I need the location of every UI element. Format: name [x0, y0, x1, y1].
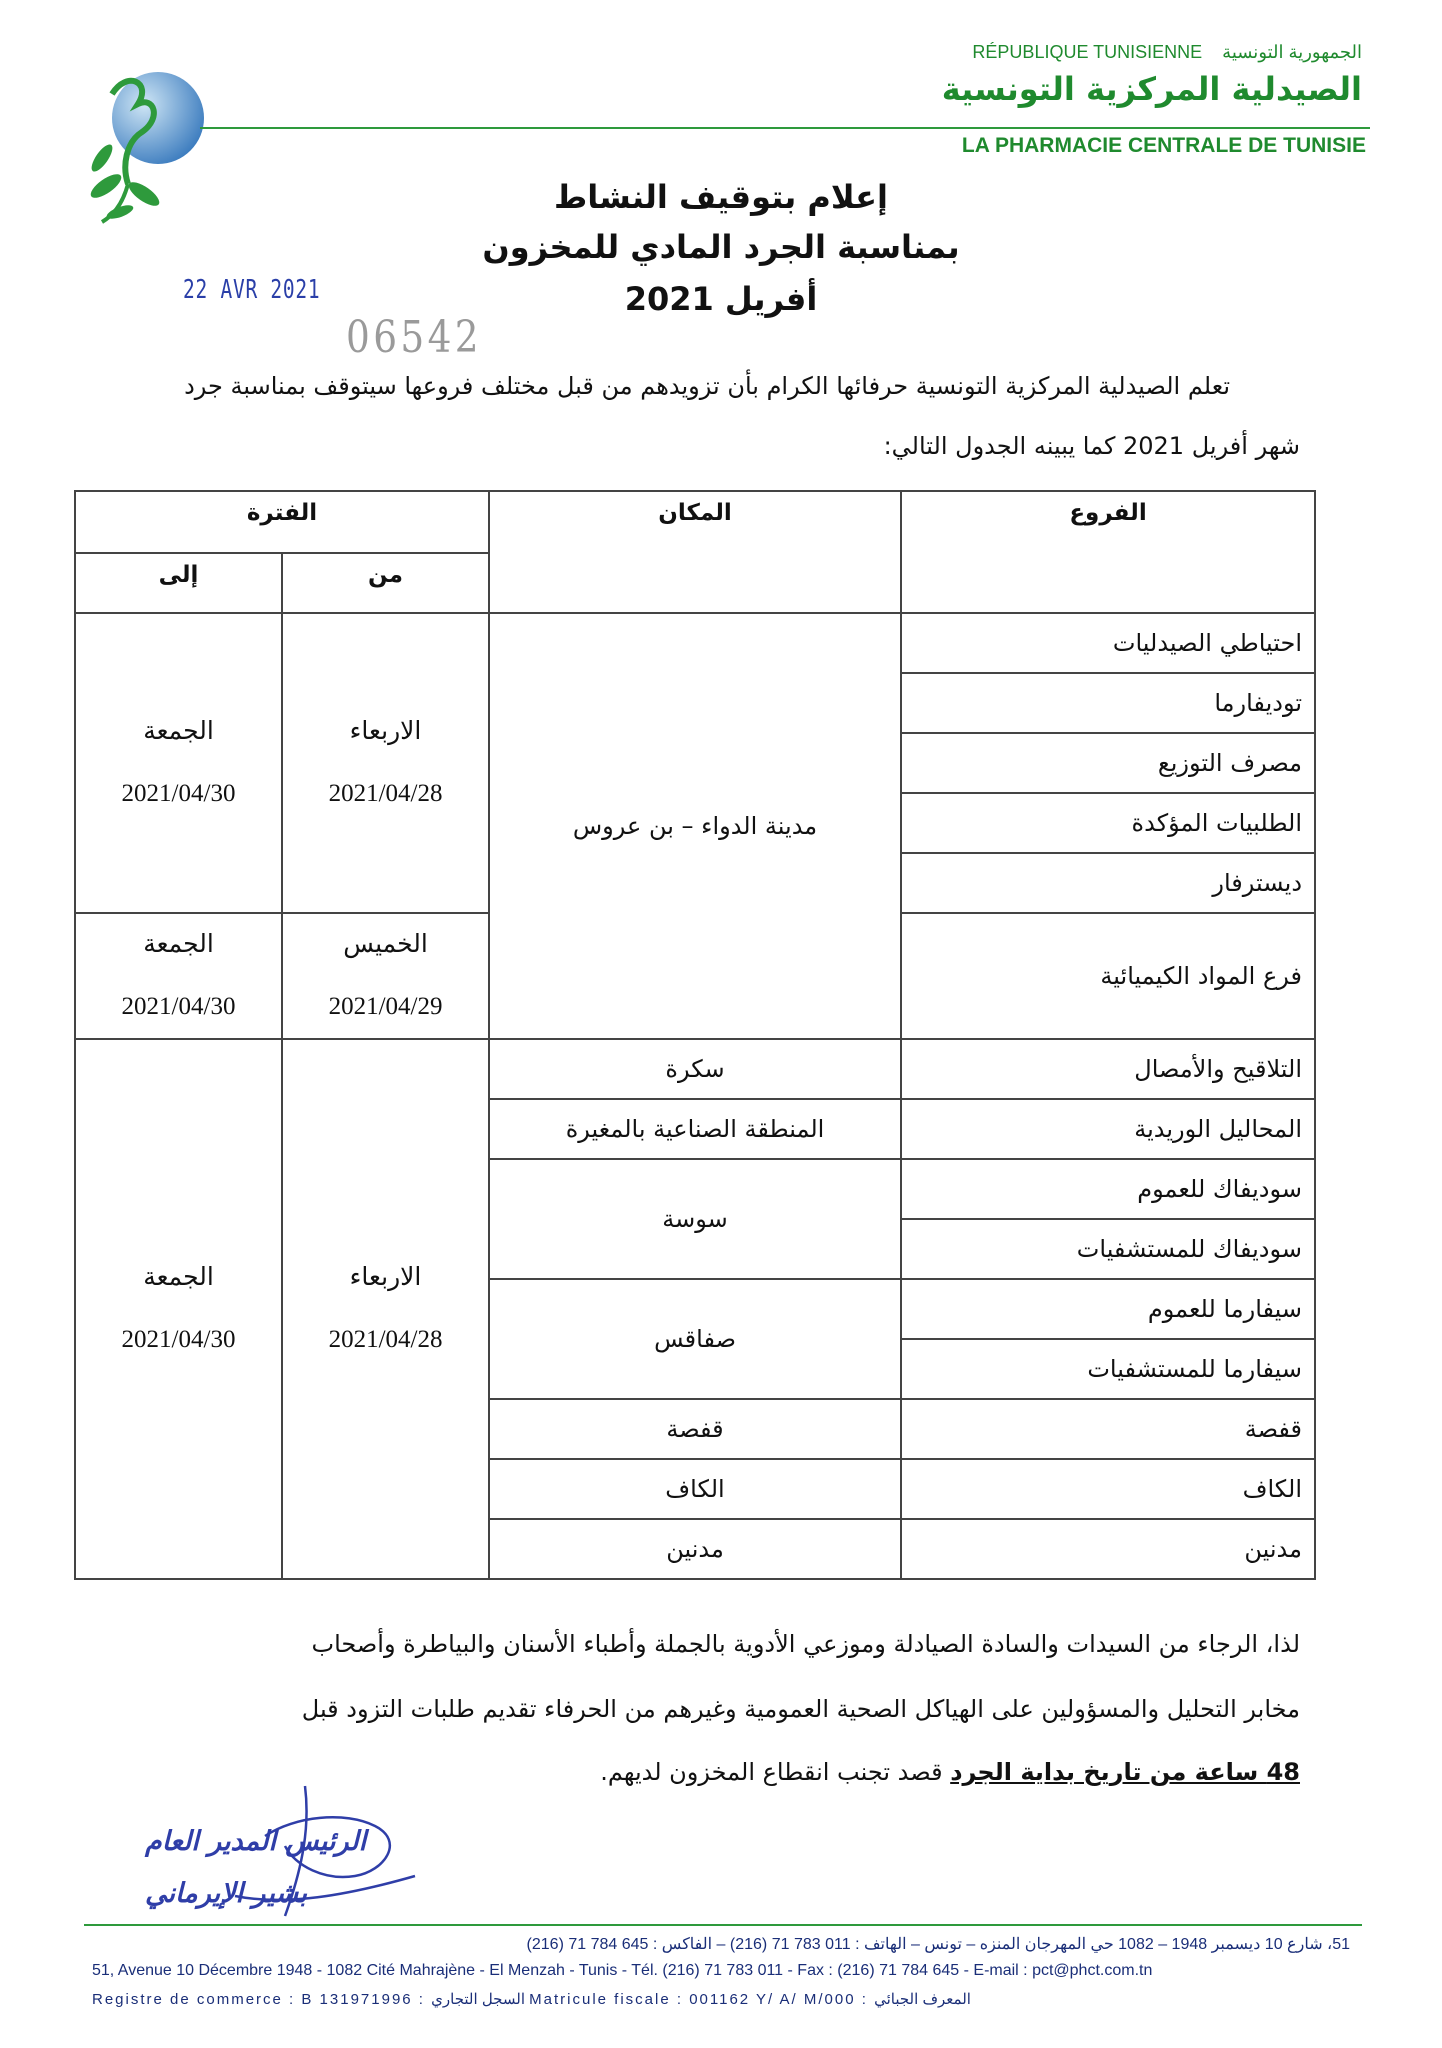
place-cell: قفصة	[489, 1399, 901, 1459]
period-to-cell	[75, 1039, 282, 1579]
place-cell: صفاقس	[489, 1279, 901, 1399]
deadline-emphasis: 48 ساعة من تاريخ بداية الجرد	[950, 1758, 1300, 1786]
branch-cell: سيفارما للمستشفيات	[901, 1339, 1315, 1399]
from-day: الاربعاء	[349, 1264, 422, 1291]
signature-title: الرئيس المدير العام	[145, 1826, 367, 1857]
intro-line-1: تعلم الصيدلية المركزية التونسية حرفائها الكرام بأن تزويدهم من قبل مختلف فروعها سيتوقف بمناسبة جرد	[184, 372, 1230, 400]
branch-cell: سوديفاك للمستشفيات	[901, 1219, 1315, 1279]
period-from-cell	[282, 1039, 489, 1579]
from-date: 2021/04/28	[328, 1326, 443, 1353]
header-to: إلى	[75, 553, 282, 613]
period-to-cell	[75, 613, 282, 913]
header-branches: الفروع	[901, 491, 1315, 613]
registration-number-stamp: 06542	[346, 312, 482, 363]
footer-address-fr: 51, Avenue 10 Décembre 1948 - 1082 Cité Mahrajène - El Menzah - Tunis - Tél. (216) 71 783 011 - Fax : (216) 71 784 645 - E-mail : pct@phct.com.tn	[92, 1962, 1153, 1979]
title-line-1: إعلام بتوقيف النشاط	[554, 178, 888, 216]
place-cell: مدينة الدواء – بن عروس	[489, 613, 901, 1039]
place-cell: المنطقة الصناعية بالمغيرة	[489, 1099, 901, 1159]
from-date: 2021/04/28	[328, 780, 443, 807]
header-place: المكان	[489, 491, 901, 613]
footer-divider	[84, 1924, 1362, 1926]
branch-cell: قفصة	[901, 1399, 1315, 1459]
place-cell: مدنين	[489, 1519, 901, 1579]
from-day: الخميس	[343, 931, 428, 958]
branch-cell: المحاليل الوريدية	[901, 1099, 1315, 1159]
signature-name: بشير الإيرماني	[145, 1878, 308, 1909]
title-line-2: بمناسبة الجرد المادي للمخزون	[482, 228, 960, 266]
from-date: 2021/04/29	[328, 993, 443, 1020]
org-name-fr: LA PHARMACIE CENTRALE DE TUNISIE	[961, 134, 1366, 157]
to-date: 2021/04/30	[121, 780, 236, 807]
intro-line-2: شهر أفريل 2021 كما يبينه الجدول التالي:	[883, 432, 1300, 460]
period-from-cell	[282, 613, 489, 913]
branch-cell: التلاقيح والأمصال	[901, 1039, 1315, 1099]
date-stamp: 22 AVR 2021	[183, 275, 321, 305]
branch-cell: سيفارما للعموم	[901, 1279, 1315, 1339]
branch-cell: الكاف	[901, 1459, 1315, 1519]
place-cell: سكرة	[489, 1039, 901, 1099]
closing-line-3	[600, 1758, 1300, 1786]
footer-registry: Registre de commerce : B 131971996 : السجل التجاري Matricule fiscale : 001162 Y/ A/ M/000 : المعرف الجبائي	[92, 1991, 971, 2008]
closing-line-3-rest: قصد تجنب انقطاع المخزون لديهم.	[600, 1758, 943, 1786]
to-date: 2021/04/30	[121, 1326, 236, 1353]
org-name-ar: الصيدلية المركزية التونسية	[941, 70, 1362, 108]
footer-address-ar: 51، شارع 10 ديسمبر 1948 – 1082 حي المهرجان المنزه – تونس – الهاتف : 011 783 71 (216) – الفاكس : 645 784 71 (216)	[526, 1936, 1350, 1953]
branch-cell: الطلبيات المؤكدة	[901, 793, 1315, 853]
header-from: من	[282, 553, 489, 613]
header-period: الفترة	[75, 491, 489, 553]
branch-cell: مصرف التوزيع	[901, 733, 1315, 793]
branch-cell: ديسترفار	[901, 853, 1315, 913]
title-line-3: أفريل 2021	[624, 280, 818, 318]
place-cell: الكاف	[489, 1459, 901, 1519]
from-day: الاربعاء	[349, 718, 422, 745]
closing-line-1: لذا، الرجاء من السيدات والسادة الصيادلة وموزعي الأدوية بالجملة وأطباء الأسنان والبياطرة وأصحاب	[311, 1630, 1300, 1658]
to-date: 2021/04/30	[121, 993, 236, 1020]
place-cell: سوسة	[489, 1159, 901, 1279]
period-from-cell	[282, 913, 489, 1039]
republic-line	[972, 42, 1362, 63]
to-day: الجمعة	[143, 718, 214, 745]
branch-cell: احتياطي الصيدليات	[901, 613, 1315, 673]
branch-cell: مدنين	[901, 1519, 1315, 1579]
branch-cell: فرع المواد الكيميائية	[901, 913, 1315, 1039]
inventory-schedule-table	[74, 490, 1316, 1580]
branch-cell: سوديفاك للعموم	[901, 1159, 1315, 1219]
to-day: الجمعة	[143, 931, 214, 958]
period-to-cell	[75, 913, 282, 1039]
to-day: الجمعة	[143, 1264, 214, 1291]
republic-ar: الجمهورية التونسية	[1222, 42, 1362, 62]
branch-cell: توديفارما	[901, 673, 1315, 733]
header-divider	[200, 127, 1370, 129]
republic-fr: RÉPUBLIQUE TUNISIENNE	[972, 42, 1203, 62]
closing-line-2: مخابر التحليل والمسؤولين على الهياكل الصحية العمومية وغيرهم من الحرفاء تقديم طلبات التزود قبل	[301, 1695, 1300, 1723]
